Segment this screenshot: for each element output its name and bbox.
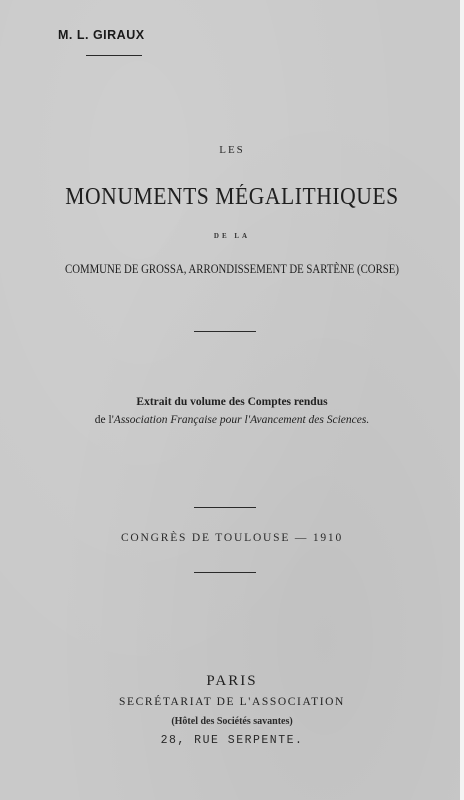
author-underline bbox=[86, 55, 142, 56]
author-name: M. L. GIRAUX bbox=[58, 28, 145, 42]
title-article: LES bbox=[219, 144, 245, 156]
divider-rule-2 bbox=[194, 507, 256, 508]
publisher-building: (Hôtel des Sociétés savantes) bbox=[171, 716, 293, 727]
subtitle: COMMUNE DE GROSSA, ARRONDISSEMENT DE SARTÈNE (CORSE) bbox=[65, 261, 399, 276]
publisher-name: SECRÉTARIAT DE L'ASSOCIATION bbox=[119, 696, 345, 708]
extract-line-2 bbox=[0, 414, 464, 426]
extract-line-1: Extrait du volume des Comptes rendus bbox=[136, 396, 328, 408]
main-title: MONUMENTS MÉGALITHIQUES bbox=[65, 184, 399, 210]
extract-prefix: de l' bbox=[94, 414, 114, 426]
association-name: Association Française pour l'Avancement des Sciences. bbox=[113, 414, 370, 426]
publisher-address: 28, RUE SERPENTE. bbox=[160, 734, 304, 747]
divider-rule-3 bbox=[194, 572, 256, 573]
divider-rule-1 bbox=[194, 331, 256, 332]
publisher-city: PARIS bbox=[206, 673, 258, 689]
congress-line: CONGRÈS DE TOULOUSE — 1910 bbox=[120, 532, 344, 544]
title-connector: DE LA bbox=[213, 232, 251, 240]
